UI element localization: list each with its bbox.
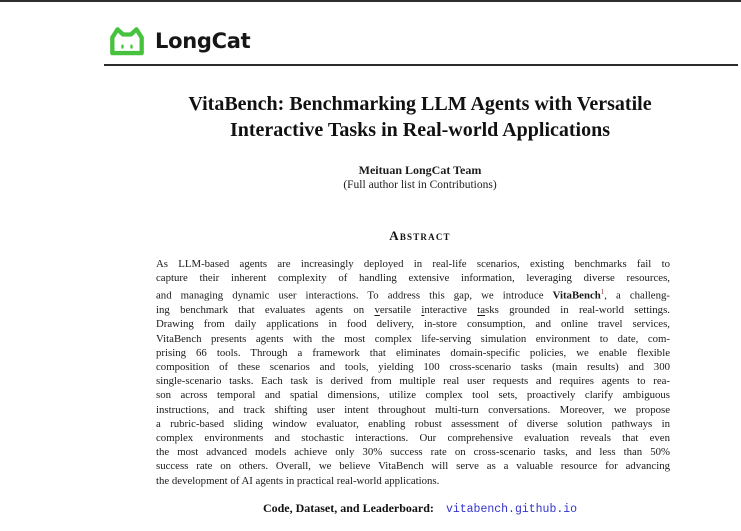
abstract-line: son across temporal and spatial dimensions, utilize complex tool sets, proactively clarify ambiguous	[156, 389, 670, 402]
code-dataset-leaderboard-line	[88, 501, 741, 516]
abstract-line: success rate on others. Overall, we believe VitaBench will serve as a valuable resource for advancing	[156, 460, 670, 473]
abstract-line: ing benchmark that evaluates agents on versatile interactive tasks grounded in real-world settings.	[156, 304, 670, 317]
abstract-line: instructions, and track shifting user intent throughout multi-turn conversations. Moreover, we propose	[156, 403, 670, 416]
header-divider	[104, 64, 738, 66]
author-note: (Full author list in Contributions)	[343, 179, 497, 191]
footer-label: Code, Dataset, and Leaderboard:	[262, 501, 434, 515]
abstract-line: Drawing from daily applications in food delivery, in-store consumption, and online travel services,	[156, 318, 670, 331]
abstract-line: the development of AI agents in practical real-world applications.	[156, 474, 440, 487]
abstract-text	[156, 257, 670, 488]
abstract-line: As LLM-based agents are increasingly deployed in real-life scenarios, existing benchmarks fail to	[156, 258, 670, 270]
abstract-line: composition of these scenarios and tools, yielding 100 cross-scenario tasks (main results) and 300	[156, 361, 670, 374]
abstract-line: prising 66 tools. Through a framework that eliminates domain-specific policies, we enable flexible	[156, 346, 670, 359]
paper-title-line1: VitaBench: Benchmarking LLM Agents with Versatile	[188, 93, 652, 115]
abstract-heading: Abstract	[389, 228, 451, 243]
brand-name: LongCat	[155, 29, 251, 53]
brand-logo[interactable]	[108, 25, 250, 57]
paper-title-line2: Interactive Tasks in Real-world Applications	[229, 119, 611, 141]
vitabench-link[interactable]: vitabench.github.io	[445, 503, 578, 516]
abstract-line: and managing dynamic user interactions. To address this gap, we introduce VitaBench$^1$, a challeng-	[156, 288, 670, 302]
paper-title	[88, 91, 741, 143]
abstract-line: a rubric-based sliding window evaluator, enabling robust assessment of diverse solution pathways in	[156, 417, 670, 430]
abstract-line: the most advanced models achieve only 30% success rate on cross-scenario tasks, and less than 50%	[156, 446, 670, 459]
longcat-cat-icon	[108, 25, 146, 57]
footnote-marker[interactable]: 1	[600, 288, 605, 297]
author-block	[88, 163, 741, 193]
window-top-edge	[0, 0, 741, 2]
abstract-line: VitaBench presents agents with the most complex life-serving simulation environment to date, com-	[156, 332, 670, 345]
abstract-line: single-scenario tasks. Each task is derived from multiple real user requests and requires agents to rea-	[156, 375, 670, 388]
abstract-line: complex environments and stochastic interactions. Our comprehensive evaluation reveals that even	[156, 432, 670, 445]
abstract-line: capture their inherent complexity of handling extensive information, leveraging diverse resources,	[156, 272, 670, 285]
author-team: Meituan LongCat Team	[358, 163, 482, 177]
